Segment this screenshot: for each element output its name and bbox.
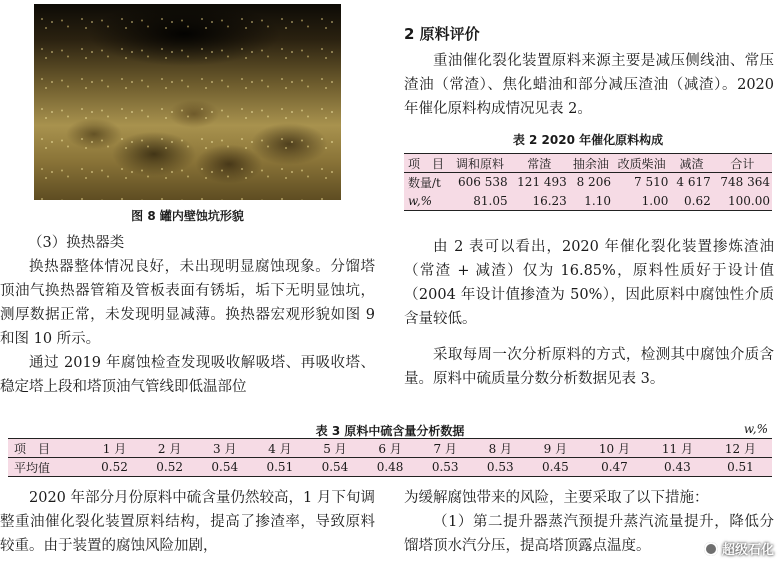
table-cell: 0.53: [431, 460, 459, 474]
table-cell: 0.52: [101, 460, 128, 474]
table-cell: 16.23: [532, 193, 567, 208]
watermark-text: 超级石化: [721, 543, 774, 558]
table3-title: 表 3 原料中硫含量分析数据: [315, 424, 465, 438]
table-cell: 0.45: [542, 460, 569, 474]
section-heading: 2 原料评价: [404, 25, 480, 43]
sulfur-trend-paragraph: 2020 年部分月份原料中硫含量仍然较高，1 月下旬调整重油催化裂化装置原料结构，提高了掺渣率，导致原料较重。由于装置的腐蚀风险加剧，: [0, 490, 375, 554]
table-cell: 606 538: [457, 175, 508, 190]
table-header-cell: 9 月: [528, 439, 583, 458]
table-header-cell: 项 目: [8, 439, 87, 458]
table-header-row: [404, 154, 772, 173]
table-header-cell: 项 目: [404, 154, 450, 173]
table-cell: 0.47: [601, 460, 628, 474]
watermark: [704, 539, 774, 558]
table-header-cell: 3 月: [197, 439, 252, 458]
photo-texture: [34, 4, 341, 200]
table-cell: 0.43: [664, 460, 691, 474]
table-cell: 1.10: [584, 193, 611, 208]
table-header-cell: 5 月: [307, 439, 362, 458]
table-row: [404, 173, 772, 192]
table-header-cell: 1 月: [87, 439, 142, 458]
table-header-cell: 8 月: [473, 439, 528, 458]
measure-1-paragraph: （1）第二提升器蒸汽预提升蒸汽流量提升，降低分馏塔顶水汽分压，提高塔顶露点温度。: [404, 514, 774, 554]
table-header-cell: 7 月: [418, 439, 473, 458]
table-cell: 81.05: [473, 193, 508, 208]
table-header-cell: 12 月: [709, 439, 772, 458]
table-cell: 平均值: [14, 460, 51, 475]
table-cell: 121 493: [517, 175, 567, 190]
table-cell: 0.48: [376, 460, 404, 474]
feedstock-composition-table: [404, 153, 772, 211]
method-paragraph: 采取每周一次分析原料的方式，检测其中腐蚀介质含量。原料中硫质量分数分析数据见表 3。: [404, 347, 774, 387]
table-header-cell: 11 月: [646, 439, 709, 458]
table-cell: w,%: [408, 193, 433, 208]
table-cell: 4 617: [676, 175, 711, 190]
table3-unit: w,%: [743, 422, 768, 436]
table-header-cell: 改质柴油: [613, 154, 670, 173]
table-header-cell: 减渣: [670, 154, 712, 173]
figure-caption: 图 8 罐内壁蚀坑形貌: [131, 209, 244, 223]
feedstock-paragraph: 重油催化裂化装置原料来源主要是减压侧线油、常压渣油（常渣）、焦化蜡油和部分减压渣油（减渣）。2020 年催化原料构成情况见表 2。: [404, 53, 774, 117]
heat-exchanger-paragraph: 换热器整体情况良好，未出现明显腐蚀现象。分馏塔顶油气换热器管箱及管板表面有锈垢，垢下无明显蚀坑，测厚数据正常，未发现明显减薄。换热器宏观形貌如图 9 和图 10 所示。: [0, 259, 375, 347]
table-row: [8, 458, 772, 477]
table-cell: 7 510: [634, 175, 669, 190]
sulfur-content-table: [8, 438, 772, 477]
table-cell: 8 206: [576, 175, 611, 190]
table-header-cell: 4 月: [252, 439, 307, 458]
table-header-cell: 调和原料: [450, 154, 509, 173]
table-cell: 0.54: [321, 460, 349, 474]
table-cell: 0.51: [266, 460, 294, 474]
wechat-icon: [704, 542, 718, 556]
table-cell: 1.00: [641, 193, 669, 208]
table-row: [404, 192, 772, 211]
subheading-heat-exchangers: （3）换热器类: [28, 235, 125, 251]
corrosion-check-paragraph: 通过 2019 年腐蚀检查发现吸收解吸塔、再吸收塔、稳定塔上段和塔顶油气管线即低温部位: [0, 355, 375, 395]
table-cell: 0.53: [486, 460, 514, 474]
table-cell: 0.62: [684, 193, 711, 208]
table-header-cell: 10 月: [583, 439, 646, 458]
measures-intro: 为缓解腐蚀带来的风险，主要采取了以下措施：: [404, 490, 709, 506]
table-cell: 0.52: [156, 460, 183, 474]
table-header-cell: 6 月: [363, 439, 418, 458]
analysis-paragraph: 由 2 表可以看出，2020 年催化裂化装置掺炼渣油（常渣 + 减渣）仅为 16.85%，原料性质好于设计值（2004 年设计值掺渣为 50%），因此原料中腐蚀性介质含量较低。: [404, 239, 774, 327]
table-header-row: [8, 439, 772, 458]
table-cell: 748 364: [720, 175, 770, 190]
table-cell: 100.00: [728, 193, 770, 208]
table-cell: 数量/t: [408, 175, 441, 190]
table-header-cell: 合计: [713, 154, 772, 173]
table-header-cell: 抽余油: [569, 154, 613, 173]
table-header-cell: 常渣: [510, 154, 569, 173]
table2-title: 表 2 2020 年催化原料构成: [512, 133, 664, 147]
table-header-cell: 2 月: [142, 439, 197, 458]
table-cell: 0.51: [727, 460, 754, 474]
table-cell: 0.54: [211, 460, 239, 474]
